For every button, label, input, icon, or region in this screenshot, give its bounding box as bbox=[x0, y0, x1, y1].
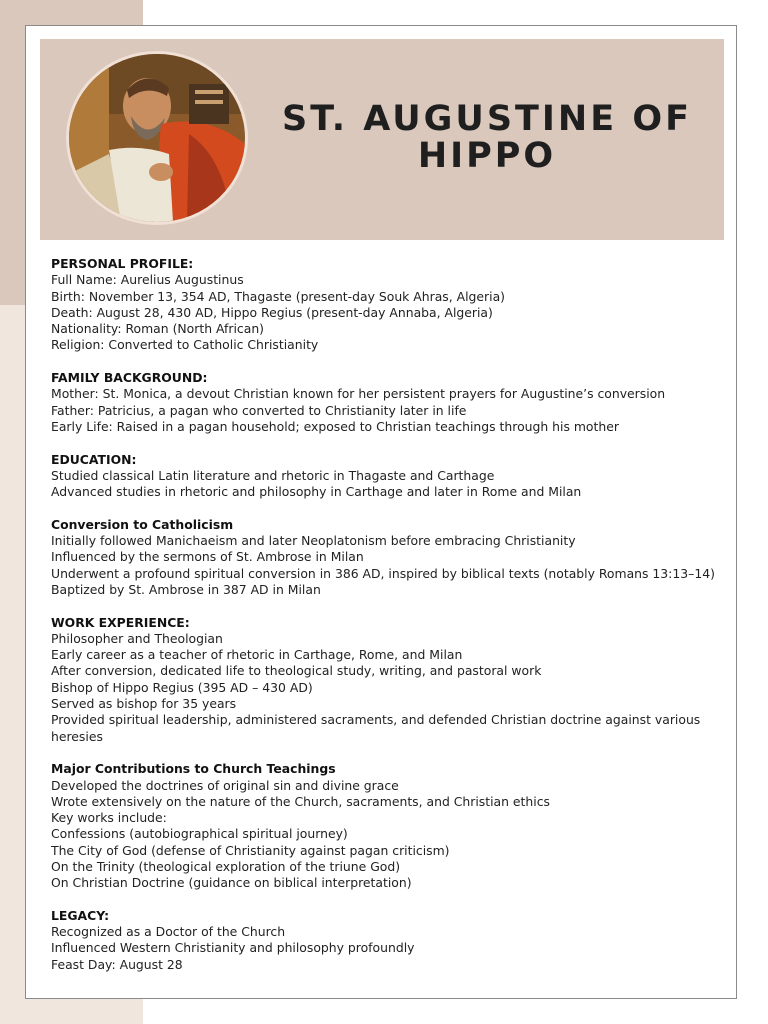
text-line: Bishop of Hippo Regius (395 AD – 430 AD) bbox=[51, 679, 313, 695]
text-line: Death: August 28, 430 AD, Hippo Regius (present-day Annaba, Algeria) bbox=[51, 304, 493, 320]
text-line: Feast Day: August 28 bbox=[51, 956, 183, 972]
header-banner bbox=[40, 39, 724, 240]
text-line: Initially followed Manichaeism and later Neoplatonism before embracing Christianity bbox=[51, 533, 576, 549]
text-line: Full Name: Aurelius Augustinus bbox=[51, 272, 244, 288]
text-line: Served as bishop for 35 years bbox=[51, 696, 237, 712]
text-line: Provided spiritual leadership, administered sacraments, and defended Christian doctrine against various heresies bbox=[51, 712, 701, 744]
profile-card bbox=[25, 25, 737, 999]
text-line: Recognized as a Doctor of the Church bbox=[51, 924, 286, 940]
text-line: Underwent a profound spiritual conversion in 386 AD, inspired by biblical texts (notably Romans 13:13–14) bbox=[51, 565, 715, 581]
section-major-contributions bbox=[51, 761, 731, 891]
text-line: Philosopher and Theologian bbox=[51, 630, 223, 646]
section-conversion bbox=[51, 517, 731, 598]
section-heading: WORK EXPERIENCE: bbox=[51, 614, 190, 630]
text-line: Nationality: Roman (North African) bbox=[51, 321, 265, 337]
text-line: Confessions (autobiographical spiritual journey) bbox=[51, 826, 348, 842]
section-legacy bbox=[51, 908, 731, 973]
text-line: On Christian Doctrine (guidance on biblical interpretation) bbox=[51, 875, 412, 891]
text-line: The City of God (defense of Christianity against pagan criticism) bbox=[51, 842, 450, 858]
text-line: Early career as a teacher of rhetoric in Carthage, Rome, and Milan bbox=[51, 647, 463, 663]
text-line: After conversion, dedicated life to theological study, writing, and pastoral work bbox=[51, 663, 542, 679]
text-line: Religion: Converted to Catholic Christianity bbox=[51, 337, 319, 353]
section-personal-profile bbox=[51, 256, 731, 354]
section-heading: LEGACY: bbox=[51, 907, 110, 923]
text-line: Mother: St. Monica, a devout Christian known for her persistent prayers for Augustine’s conversion bbox=[51, 386, 666, 402]
portrait-image bbox=[69, 54, 245, 222]
profile-content bbox=[51, 256, 731, 973]
section-heading: Major Contributions to Church Teachings bbox=[51, 761, 336, 777]
text-line: Key works include: bbox=[51, 810, 167, 826]
text-line: Influenced by the sermons of St. Ambrose in Milan bbox=[51, 549, 364, 565]
text-line: Wrote extensively on the nature of the Church, sacraments, and Christian ethics bbox=[51, 793, 550, 809]
text-line: Birth: November 13, 354 AD, Thagaste (present-day Souk Ahras, Algeria) bbox=[51, 288, 506, 304]
text-line: Advanced studies in rhetoric and philosophy in Carthage and later in Rome and Milan bbox=[51, 484, 582, 500]
section-work-experience bbox=[51, 615, 731, 745]
text-line: Early Life: Raised in a pagan household; exposed to Christian teachings through his mother bbox=[51, 418, 619, 434]
page-title: ST. AUGUSTINE OF HIPPO bbox=[282, 99, 692, 176]
text-line: Developed the doctrines of original sin and divine grace bbox=[51, 777, 399, 793]
text-line: Father: Patricius, a pagan who converted to Christianity later in life bbox=[51, 402, 467, 418]
text-line: Baptized by St. Ambrose in 387 AD in Milan bbox=[51, 581, 321, 597]
section-education bbox=[51, 452, 731, 501]
section-heading: Conversion to Catholicism bbox=[51, 516, 234, 532]
section-heading: EDUCATION: bbox=[51, 451, 137, 467]
text-line: Studied classical Latin literature and rhetoric in Thagaste and Carthage bbox=[51, 467, 495, 483]
text-line: Influenced Western Christianity and philosophy profoundly bbox=[51, 940, 415, 956]
portrait-painting bbox=[69, 54, 245, 222]
section-heading: FAMILY BACKGROUND: bbox=[51, 370, 208, 386]
text-line: On the Trinity (theological exploration of the triune God) bbox=[51, 858, 401, 874]
section-heading: PERSONAL PROFILE: bbox=[51, 256, 194, 271]
section-family-background bbox=[51, 370, 731, 435]
